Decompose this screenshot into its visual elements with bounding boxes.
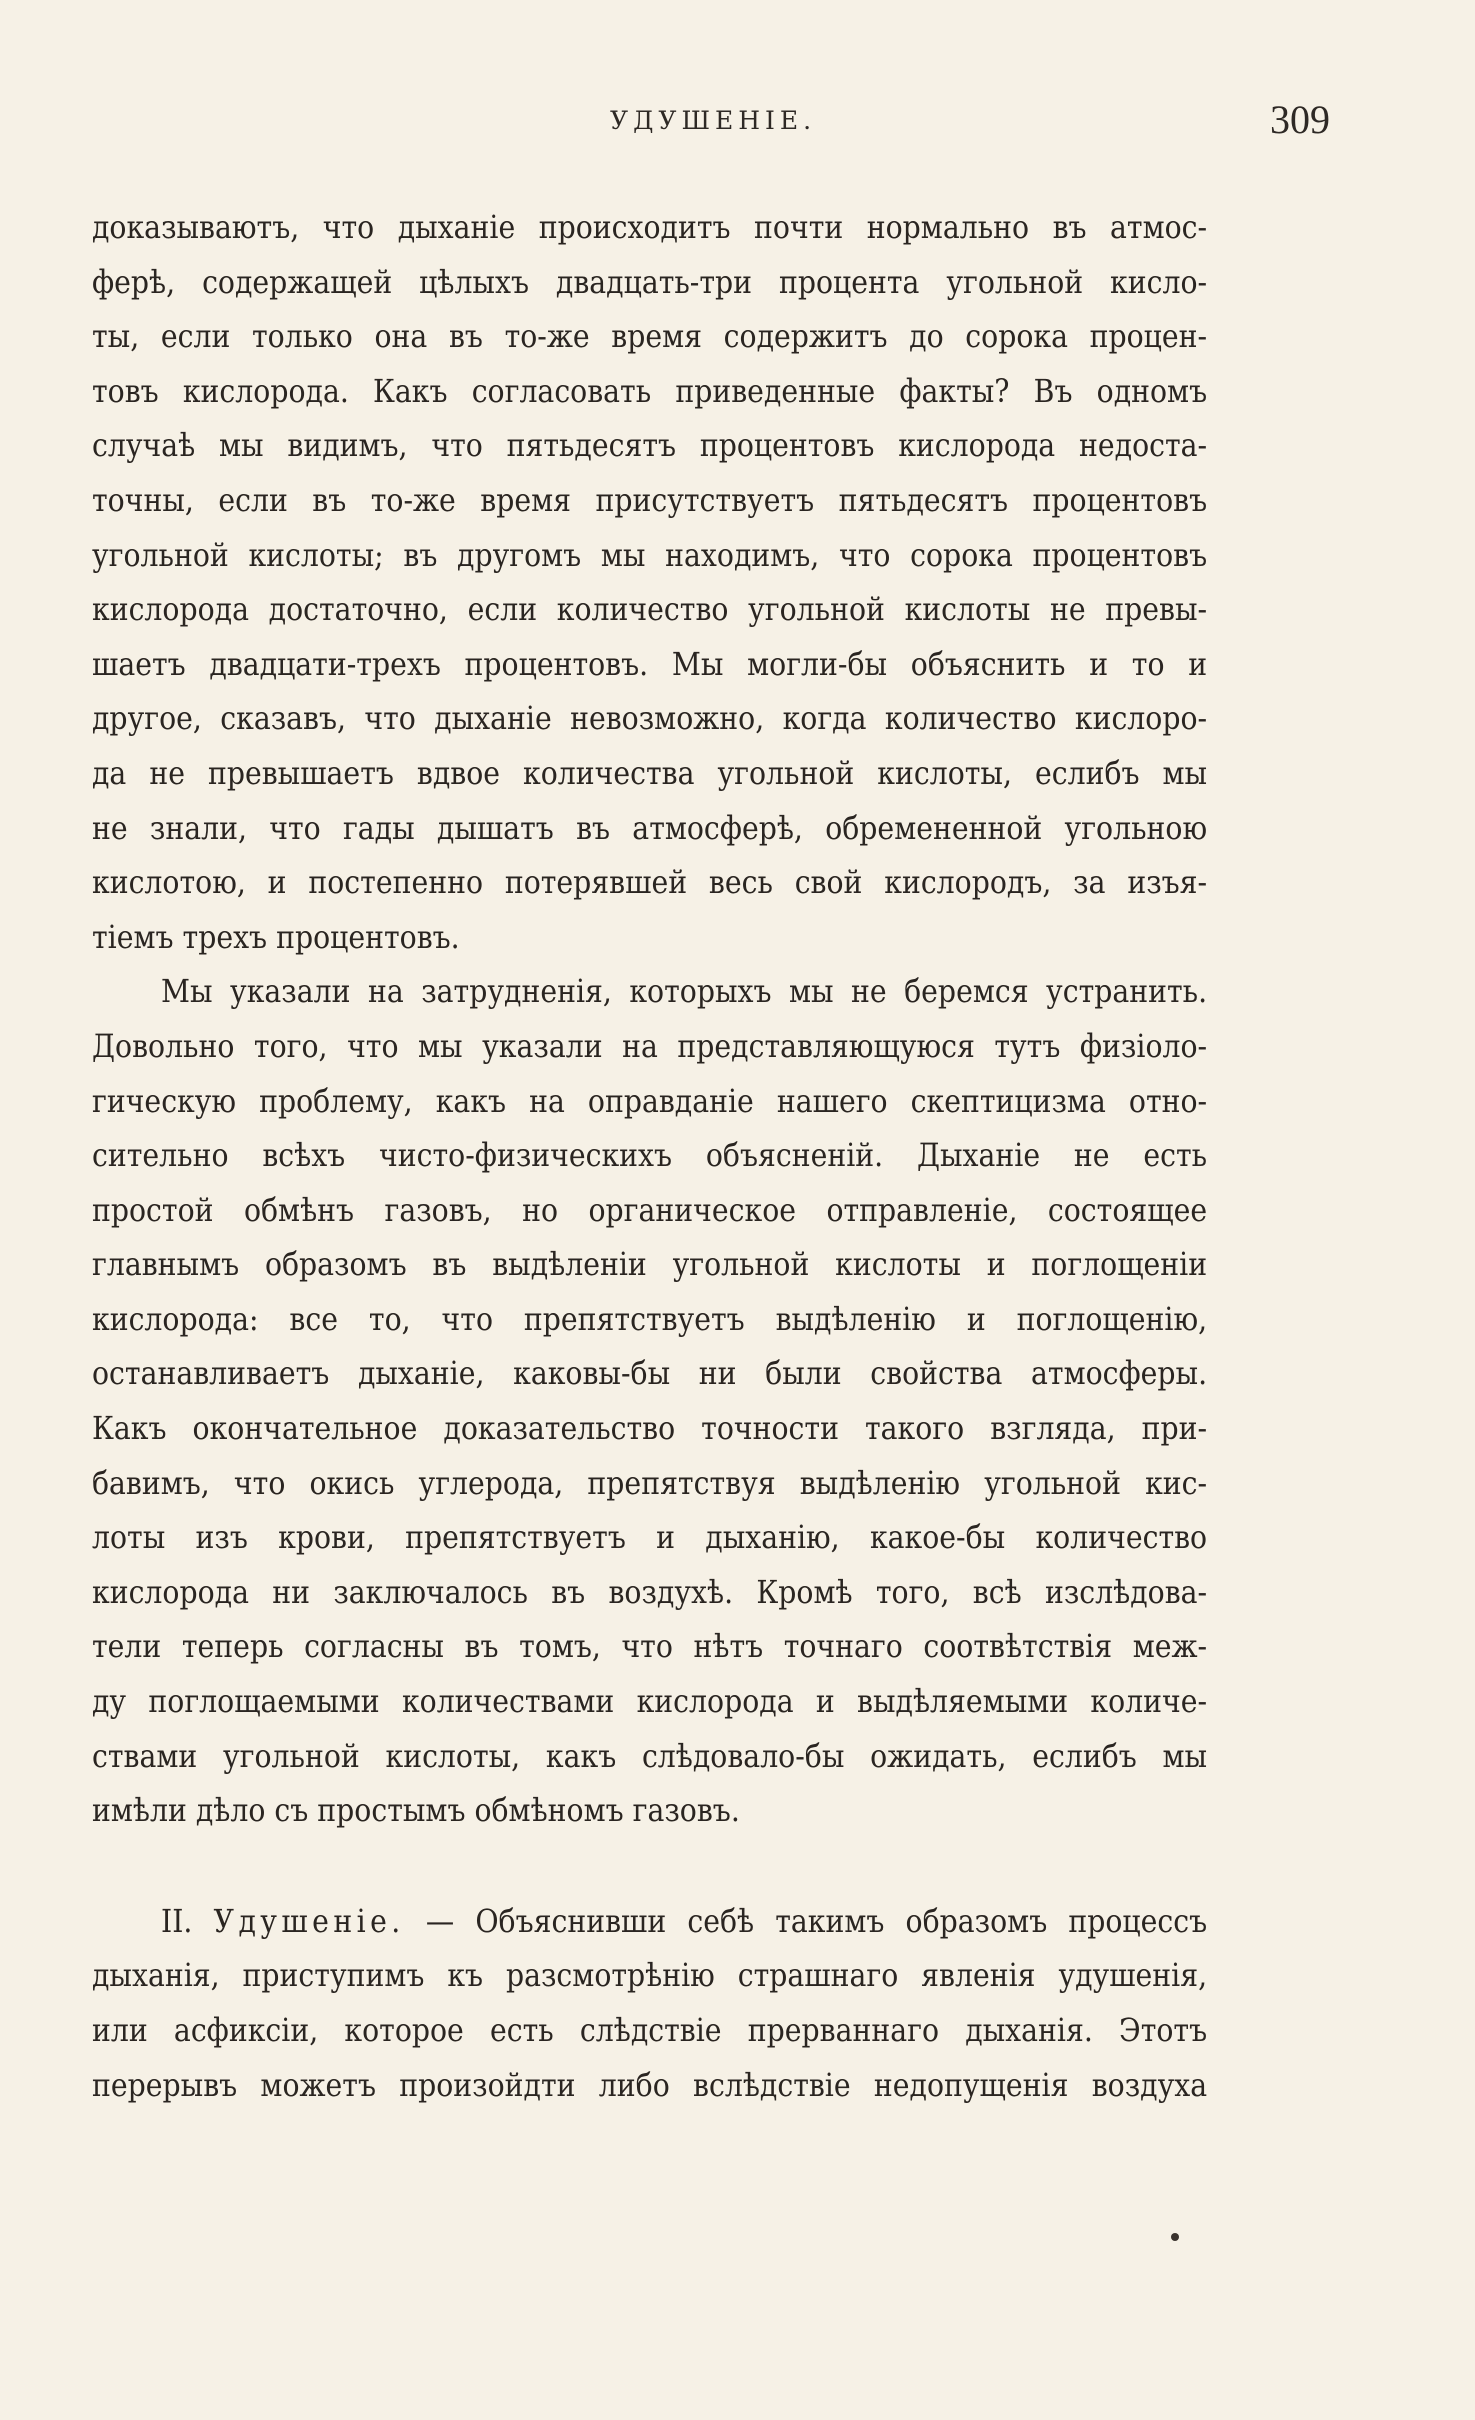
text-line: останавливаетъ дыханіе, каковы-бы ни были свойства атмосферы. — [92, 1354, 1208, 1393]
text-line: доказываютъ, что дыханіе происходитъ почти нормально въ атмос- — [92, 208, 1208, 246]
section-2 — [92, 1894, 1207, 2112]
running-head — [0, 96, 1475, 146]
text-line: ферѣ, содержащей цѣлыхъ двадцать-три процента угольной кисло- — [92, 262, 1208, 301]
text-line: точны, если въ то-же время присутствуетъ пятьдесятъ процентовъ — [92, 480, 1208, 519]
text-line: кислорода ни заключалось въ воздухѣ. Кромѣ того, всѣ изслѣдова- — [92, 1572, 1208, 1611]
text-line: шаетъ двадцати-трехъ процентовъ. Мы могли-бы объяснить и то и — [92, 644, 1208, 683]
text-line: Довольно того, что мы указали на представляющуюся тутъ физіоло- — [92, 1026, 1208, 1065]
text-line: ты, если только она въ то-же время содержитъ до сорока процен- — [92, 317, 1208, 356]
text-line: тіемъ трехъ процентовъ. — [92, 917, 460, 956]
paragraph-1 — [92, 200, 1207, 964]
text-line: перерывъ можетъ произойдти либо вслѣдствіе недопущенія воздуха — [92, 2065, 1208, 2104]
text-line: угольной кислоты; въ другомъ мы находимъ, что сорока процентовъ — [92, 535, 1208, 574]
text-line: главнымъ образомъ въ выдѣленіи угольной кислоты и поглощеніи — [92, 1245, 1208, 1284]
text-line: кислотою, и постепенно потерявшей весь свой кислородъ, за изъя- — [92, 863, 1208, 902]
text-line: Мы указали на затрудненія, которыхъ мы не беремся устранить. — [161, 972, 1208, 1011]
paragraph-2 — [92, 964, 1207, 1838]
text-line: не знали, что гады дышатъ въ атмосферѣ, обремененной угольною — [92, 808, 1208, 847]
text-line: тели теперь согласны въ томъ, что нѣтъ точнаго соотвѣтствія меж- — [92, 1627, 1208, 1666]
text-line: гическую проблему, какъ на оправданіе нашего скептицизма отно- — [92, 1081, 1208, 1120]
text-line: — Объяснивши себѣ такимъ образомъ процессъ — [425, 1901, 1208, 1940]
running-title: УДУШЕНIЕ. — [610, 106, 817, 135]
section-gap — [92, 1838, 1207, 1894]
text-line: сительно всѣхъ чисто-физическихъ объясненій. Дыханіе не есть — [92, 1136, 1208, 1175]
text-line: кислорода: все то, что препятствуетъ выдѣленію и поглощенію, — [92, 1299, 1208, 1338]
section-heading-line — [92, 1894, 1207, 1949]
text-line: простой обмѣнъ газовъ, но органическое отправленіе, состоящее — [92, 1190, 1208, 1229]
text-line: да не превышаетъ вдвое количества угольной кислоты, еслибъ мы — [92, 753, 1208, 792]
section-number: II. — [161, 1901, 193, 1940]
text-line: ду поглощаемыми количествами кислорода и выдѣляемыми количе- — [92, 1682, 1208, 1721]
text-line: имѣли дѣло съ простымъ обмѣномъ газовъ. — [92, 1791, 740, 1830]
text-line: дыханія, приступимъ къ разсмотрѣнію страшнаго явленія удушенія, — [92, 1956, 1208, 1995]
text-line: или асфиксіи, которое есть слѣдствіе прерваннаго дыханія. Этотъ — [92, 2011, 1208, 2049]
page-number: 309 — [1270, 97, 1330, 142]
text-line: ствами угольной кислоты, какъ слѣдовало-бы ожидать, еслибъ мы — [92, 1736, 1208, 1775]
text-line: товъ кислорода. Какъ согласовать приведенные факты? Въ одномъ — [92, 371, 1208, 410]
text-line: Какъ окончательное доказательство точности такого взгляда, при- — [92, 1409, 1208, 1448]
section-title: Удушеніе. — [213, 1901, 405, 1940]
text-line: бавимъ, что окись углерода, препятствуя выдѣленію угольной кис- — [92, 1463, 1208, 1502]
text-line: случаѣ мы видимъ, что пятьдесятъ процентовъ кислорода недоста- — [92, 426, 1208, 465]
text-line: лоты изъ крови, препятствуетъ и дыханію, какое-бы количество — [92, 1518, 1208, 1557]
text-line: кислорода достаточно, если количество угольной кислоты не превы- — [92, 590, 1208, 629]
text-line: другое, сказавъ, что дыханіе невозможно, когда количество кислоро- — [92, 699, 1208, 738]
body-text — [92, 200, 1207, 2112]
printer-mark — [1171, 2233, 1179, 2241]
